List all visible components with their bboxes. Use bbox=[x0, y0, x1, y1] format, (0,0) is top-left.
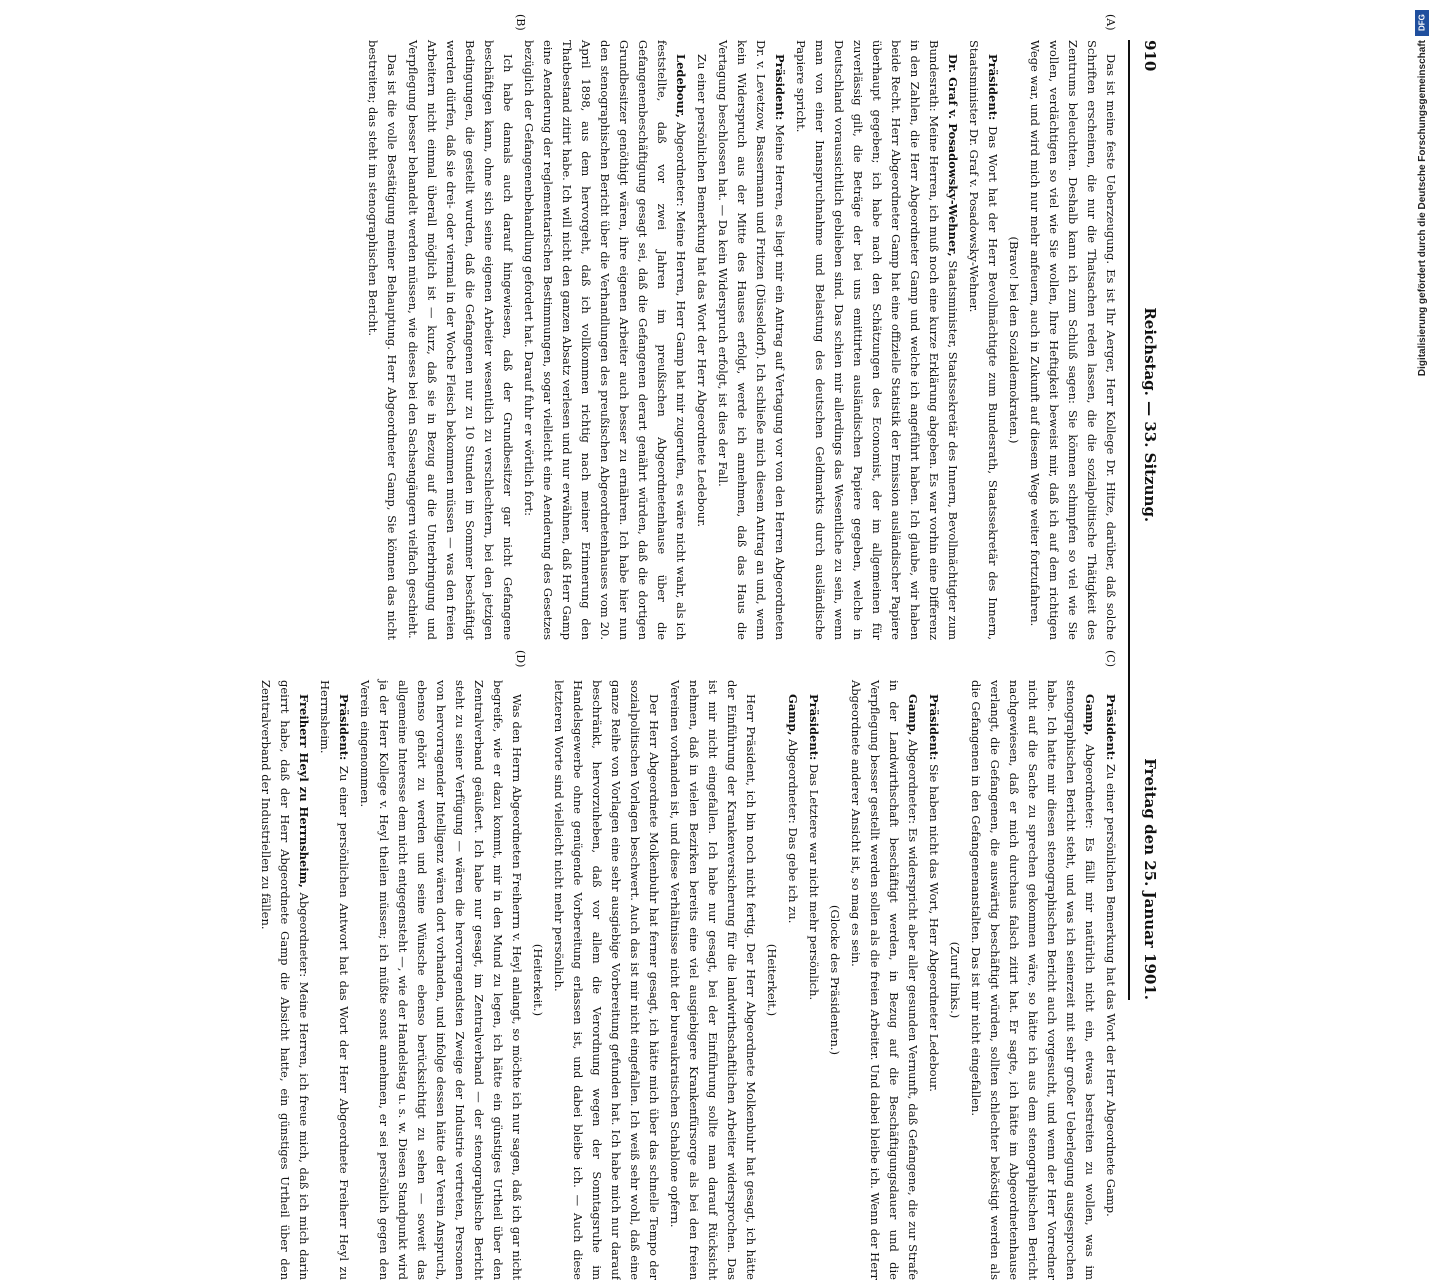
digitization-text: Digitalisierung gefördert durch die Deutsche Forschungsgemeinschaft bbox=[1416, 40, 1428, 377]
left-remark: (Bravo! bei den Sozialdemokraten.) bbox=[1007, 236, 1021, 444]
rotated-document bbox=[0, 14, 1170, 1280]
page-header bbox=[1128, 40, 1170, 1000]
speaker-name: Gamp, bbox=[786, 694, 800, 736]
speaker-name: Gamp, bbox=[906, 694, 920, 736]
left-column bbox=[361, 40, 1120, 640]
page-number: 910 bbox=[1141, 40, 1160, 72]
left-paragraph: Das ist meine feste Ueberzeugung. Es ist Ihr Aerger, Herr Kollege Dr. Hitze, darüber, daß solche Schriften erscheinen, die nur die Thatsachen reden lassen, die die sozialpolitische Thätigkeit des Zentrums beleuchten. Deshalb kann ich zum Schluß sagen: Sie können schimpfen so viel wie Sie wollen, verdächtigen so viel wie Sie wollen, Ihre Heftigkeit beweist mir, daß ich auf dem richtigen Wege war, und wird mich nur mehr anfeuern, auch in Zukunft auf diesem Wege weiter fortzufahren. bbox=[1028, 40, 1118, 640]
speech-text: Meine Herren, es liegt mir ein Antrag auf Vertagung vor von den Herren Abgeordneten Dr. v. Levetzow, Bassermann und Fritzen (Düsseldorf). Ich schließe mich diesem Antrag an und, wenn kein Widerspruch aus der Mitte des Hauses erfolgt, werde ich annehmen, daß das Haus die Vertagung beschlossen hat. — Da kein Widerspruch erfolgt, ist dies der Fall. bbox=[716, 40, 787, 641]
right-remark: (Heiterkeit.) bbox=[531, 943, 545, 1017]
speaker-name: Präsident: bbox=[1104, 694, 1118, 761]
right-speech bbox=[1101, 680, 1120, 1280]
session-title: Reichstag. — 33. Sitzung. bbox=[1141, 307, 1160, 523]
left-paragraph: Zu einer persönlichen Bemerkung hat das Wort der Herr Abgeordnete Ledebour. bbox=[695, 54, 709, 528]
dfg-logo: DFG bbox=[1415, 10, 1429, 36]
right-remark: (Heiterkeit.) bbox=[765, 943, 779, 1017]
left-speech bbox=[964, 40, 1002, 640]
speech-text: Zu einer persönlichen Bemerkung hat das Wort der Herr Abgeordnete Gamp. bbox=[1104, 763, 1118, 1217]
speech-text: Das Letztere war nicht mehr persönlich. bbox=[807, 763, 821, 1001]
session-date: Freitag den 25. Januar 1901. bbox=[1141, 758, 1160, 1000]
left-speech bbox=[791, 40, 962, 640]
margin-marker-a: (A) bbox=[1104, 14, 1117, 31]
speech-text: Abgeordneter: Das gebe ich zu. bbox=[786, 739, 800, 924]
right-speech bbox=[783, 680, 802, 1280]
speaker-name: Gamp, bbox=[1083, 694, 1097, 736]
speaker-name: Freiherr Heyl zu Herrnsheim, bbox=[297, 694, 311, 888]
right-paragraph: Der Herr Abgeordnete Molkenbuhr hat ferner gesagt, ich hätte mich über das schnelle Tempo der sozialpolitischen Vorlagen beschwert. Auch das ist mir nicht eingefallen. Ich weiß sehr wohl, daß eine ganze Reihe von Vorlagen eine sehr ausgiebige Vorbereitung gefunden hat. Ich habe mich nur darauf beschränkt, hervorzuheben, daß vor allem die Verordnung wegen der Sonntagsruhe im Handelsgewerbe ohne genügende Vorbereitung erlassen ist, und dabei bleibe ich. — Auch diese letzteren Worte sind vielleicht nicht mehr persönlich. bbox=[552, 680, 661, 1280]
margin-marker-d: (D) bbox=[514, 650, 527, 668]
right-speech bbox=[966, 680, 1099, 1280]
left-paragraph: Ich habe damals auch darauf hingewiesen, daß der Grundbesitzer gar nicht Gefangene beschäftigen kann, ohne sich seine eigenen Arbeiter wesentlich zu verschlechtern, bei den jetzigen Bedingungen, die gestellt wurden, daß die Gefangenen nur zu 10 Stunden im Sommer beschäftigt werden dürfen, daß sie drei- oder viermal in der Woche Fleisch bekommen müssen — was den freien Arbeitern nicht einmal überall möglich ist — kurz, daß sie in Bezug auf die Unterbringung und Verpflegung besser behandelt werden müssen, wie dieses bei den Sachsengängern vielfach geschieht. bbox=[406, 40, 515, 640]
right-speech bbox=[256, 680, 313, 1280]
speaker-name: Präsident: bbox=[337, 694, 351, 761]
left-speech bbox=[713, 40, 789, 640]
speech-text: Abgeordneter: Es fällt mir natürlich nicht ein, etwas bestreiten zu wollen, was im stenographischen Bericht steht, und was ich seinerzeit mit sehr großer Ueberlegung ausgesprochen habe. Ich hatte mir diesen stenographischen Bericht auch vorgesucht, und wenn der Herr Vorredner nicht auf die Sache zu sprechen gekommen wäre, so hätte ich aus dem stenographischen Bericht nachgewiesen, daß er mich durchaus falsch zitirt hat. Er sagte, ich hätte im Abgeordnetenhause verlangt, die Gefangenen, die auswärtig beschäftigt würden, sollten schlechter beköstigt werden als die Gefangenen in den Gefangenenanstalten. Das ist mir nicht eingefallen. bbox=[969, 680, 1097, 1280]
speech-text: Abgeordneter: Meine Herren, Herr Gamp hat mir zugerufen, es wäre nicht wahr, als ich feststellte, daß vor zwei Jahren im preußischen Abgeordnetenhause über die Gefangenenbeschäftigung gesagt sei, daß die Gefangenen derart genährt würden, daß die dortigen Grundbesitzer genöthigt wären, ihre eigenen Arbeiter auch besser zu ernähren. Ich habe hier nun den stenographischen Bericht über die Verhandlungen des preußischen Abgeordnetenhauses vom 20. April 1898, aus dem hervorgeht, daß ich vollkommen richtig nach meiner Erinnerung den Thatbestand zitirt habe. Ich will nicht den ganzen Absatz verlesen und nur erwähnen, daß Herr Gamp eine Aenderung der reglementarischen Bestimmungen, sogar vielleicht eine Aenderung des Gesetzes bezüglich der Gefangenenbehandlung gefordert hat. Darauf fuhr er wörtlich fort: bbox=[522, 40, 688, 640]
speech-text: Staatsminister, Staatssekretär des Innern, Bevollmächtigter zum Bundesrath: Meine Herren, ich muß noch eine kurze Erklärung abgeben. Es war vorhin eine Differenz in den Zahlen, die Herr Abgeordneter Gamp und welche ich angeführt haben. Ich glaube, wir haben beide Recht. Herr Abgeordneter Gamp hat eine offizielle Statistik der Emission ausländischer Papiere überhaupt gegeben; ich habe nach den Schätzungen des Economist, der im allgemeinen für zuverlässig gilt, die Beträge der bei uns emittirten ausländischen Papiere gegeben, welche in Deutschland voraussichtlich geblieben sind. Das schien mir allerdings das Wesentliche zu sein, wenn man von einer Inanspruchnahme und Belastung des deutschen Geldmarkts durch ausländische Papiere spricht. bbox=[794, 40, 960, 641]
speaker-name: Ledebour, bbox=[674, 54, 688, 119]
speech-text: Abgeordneter: Es widerspricht aber aller gesunden Vernunft, daß Gefangene, die zur Strafe in der Landwirthschaft beschäftigt werden, in Bezug auf die Beschäftigungsdauer und die Verpflegung besser gestellt werden sollen als die freien Arbeiter. Und dabei bleibe ich. Wenn der Herr Abgeordnete anderer Ansicht ist, so mag es sein. bbox=[849, 680, 920, 1280]
speech-text: Zu einer persönlichen Antwort hat das Wort der Herr Abgeordnete Freiherr Heyl zu Herrnsheim. bbox=[318, 680, 351, 1280]
left-paragraph: Das ist die volle Bestätigung meiner Behauptung. Herr Abgeordneter Gamp, Sie können das nicht bestreiten; das steht im stenographischen Bericht. bbox=[366, 40, 399, 640]
right-remark: (Glocke des Präsidenten.) bbox=[828, 904, 842, 1056]
right-paragraph: Was den Herrn Abgeordneten Freiherrn v. Heyl anlangt, so möchte ich nur sagen, daß ich gar nicht begreife, wie er dazu kommt, mir in den Mund zu legen, ich hätte ein günstiges Urtheil über den Zentralverband geäußert. Ich habe nur gesagt, im Zentralverband — der stenographische Bericht steht zu seiner Verfügung — wären die hervorragendsten Zweige der Industrie vertreten, Personen von hervorragender Intelligenz wären dort vorhanden, und infolge dessen hätte der Verein Anspruch, ebenso gehört zu werden und seine Wünsche ebenso berücksichtigt zu sehen — soweit das allgemeine Interesse dem nicht entgegensteht —, wie der Handelstag u. s. w. Diesen Standpunkt wird ja der Herr Kollege v. Heyl theilen müssen; ich müßte sonst annehmen, er sei persönlich gegen den Verein eingenommen. bbox=[358, 680, 524, 1280]
right-column bbox=[254, 680, 1120, 1280]
right-paragraph: Herr Präsident, ich bin noch nicht fertig. Der Herr Abgeordnete Molkenbuhr hat gesagt, ich hätte der Einführung der Krankenversicherung für die landwirthschaftlichen Arbeiter widersprochen. Das ist mir nicht eingefallen. Ich habe nur gesagt, bei der Einführung sollte man darauf Rücksicht nehmen, daß in vielen Bezirken bereits eine viel ausgiebigere Krankenfürsorge als bei den freien Vereinen vorhanden ist, und diese Verhältnisse nicht der bureaukratischen Schablone opfern. bbox=[668, 680, 758, 1280]
right-speech bbox=[804, 680, 823, 1280]
speech-text: Abgeordneter: Meine Herren, ich freue mich, daß ich mich darin geirrt habe, daß der Herr Abgeordnete Gamp die Absicht hatte, ein günstiges Urtheil über den Zentralverband der Industriellen zu fällen. bbox=[259, 680, 311, 1280]
right-remark: (Zuruf links.) bbox=[948, 941, 962, 1019]
margin-marker-c: (C) bbox=[1104, 650, 1117, 667]
speaker-name: Präsident: bbox=[986, 54, 1000, 121]
speech-text: Sie haben nicht das Wort, Herr Abgeordneter Ledebour. bbox=[927, 763, 941, 1092]
digitization-credit bbox=[1412, 10, 1432, 980]
right-speech bbox=[846, 680, 922, 1280]
right-speech bbox=[315, 680, 353, 1280]
speech-text: Das Wort hat der Herr Bevollmächtigte zum Bundesrath, Staatssekretär des Innern, Staatsminister Dr. Graf v. Posadowsky-Wehner. bbox=[967, 40, 1000, 640]
left-speech bbox=[519, 40, 690, 640]
speaker-name: Präsident: bbox=[773, 54, 787, 121]
speaker-name: Präsident: bbox=[807, 694, 821, 761]
right-speech bbox=[924, 680, 943, 1280]
speaker-name: Präsident: bbox=[927, 694, 941, 761]
margin-marker-b: (B) bbox=[514, 14, 527, 31]
speaker-name: Dr. Graf v. Posadowsky-Wehner, bbox=[946, 54, 960, 257]
